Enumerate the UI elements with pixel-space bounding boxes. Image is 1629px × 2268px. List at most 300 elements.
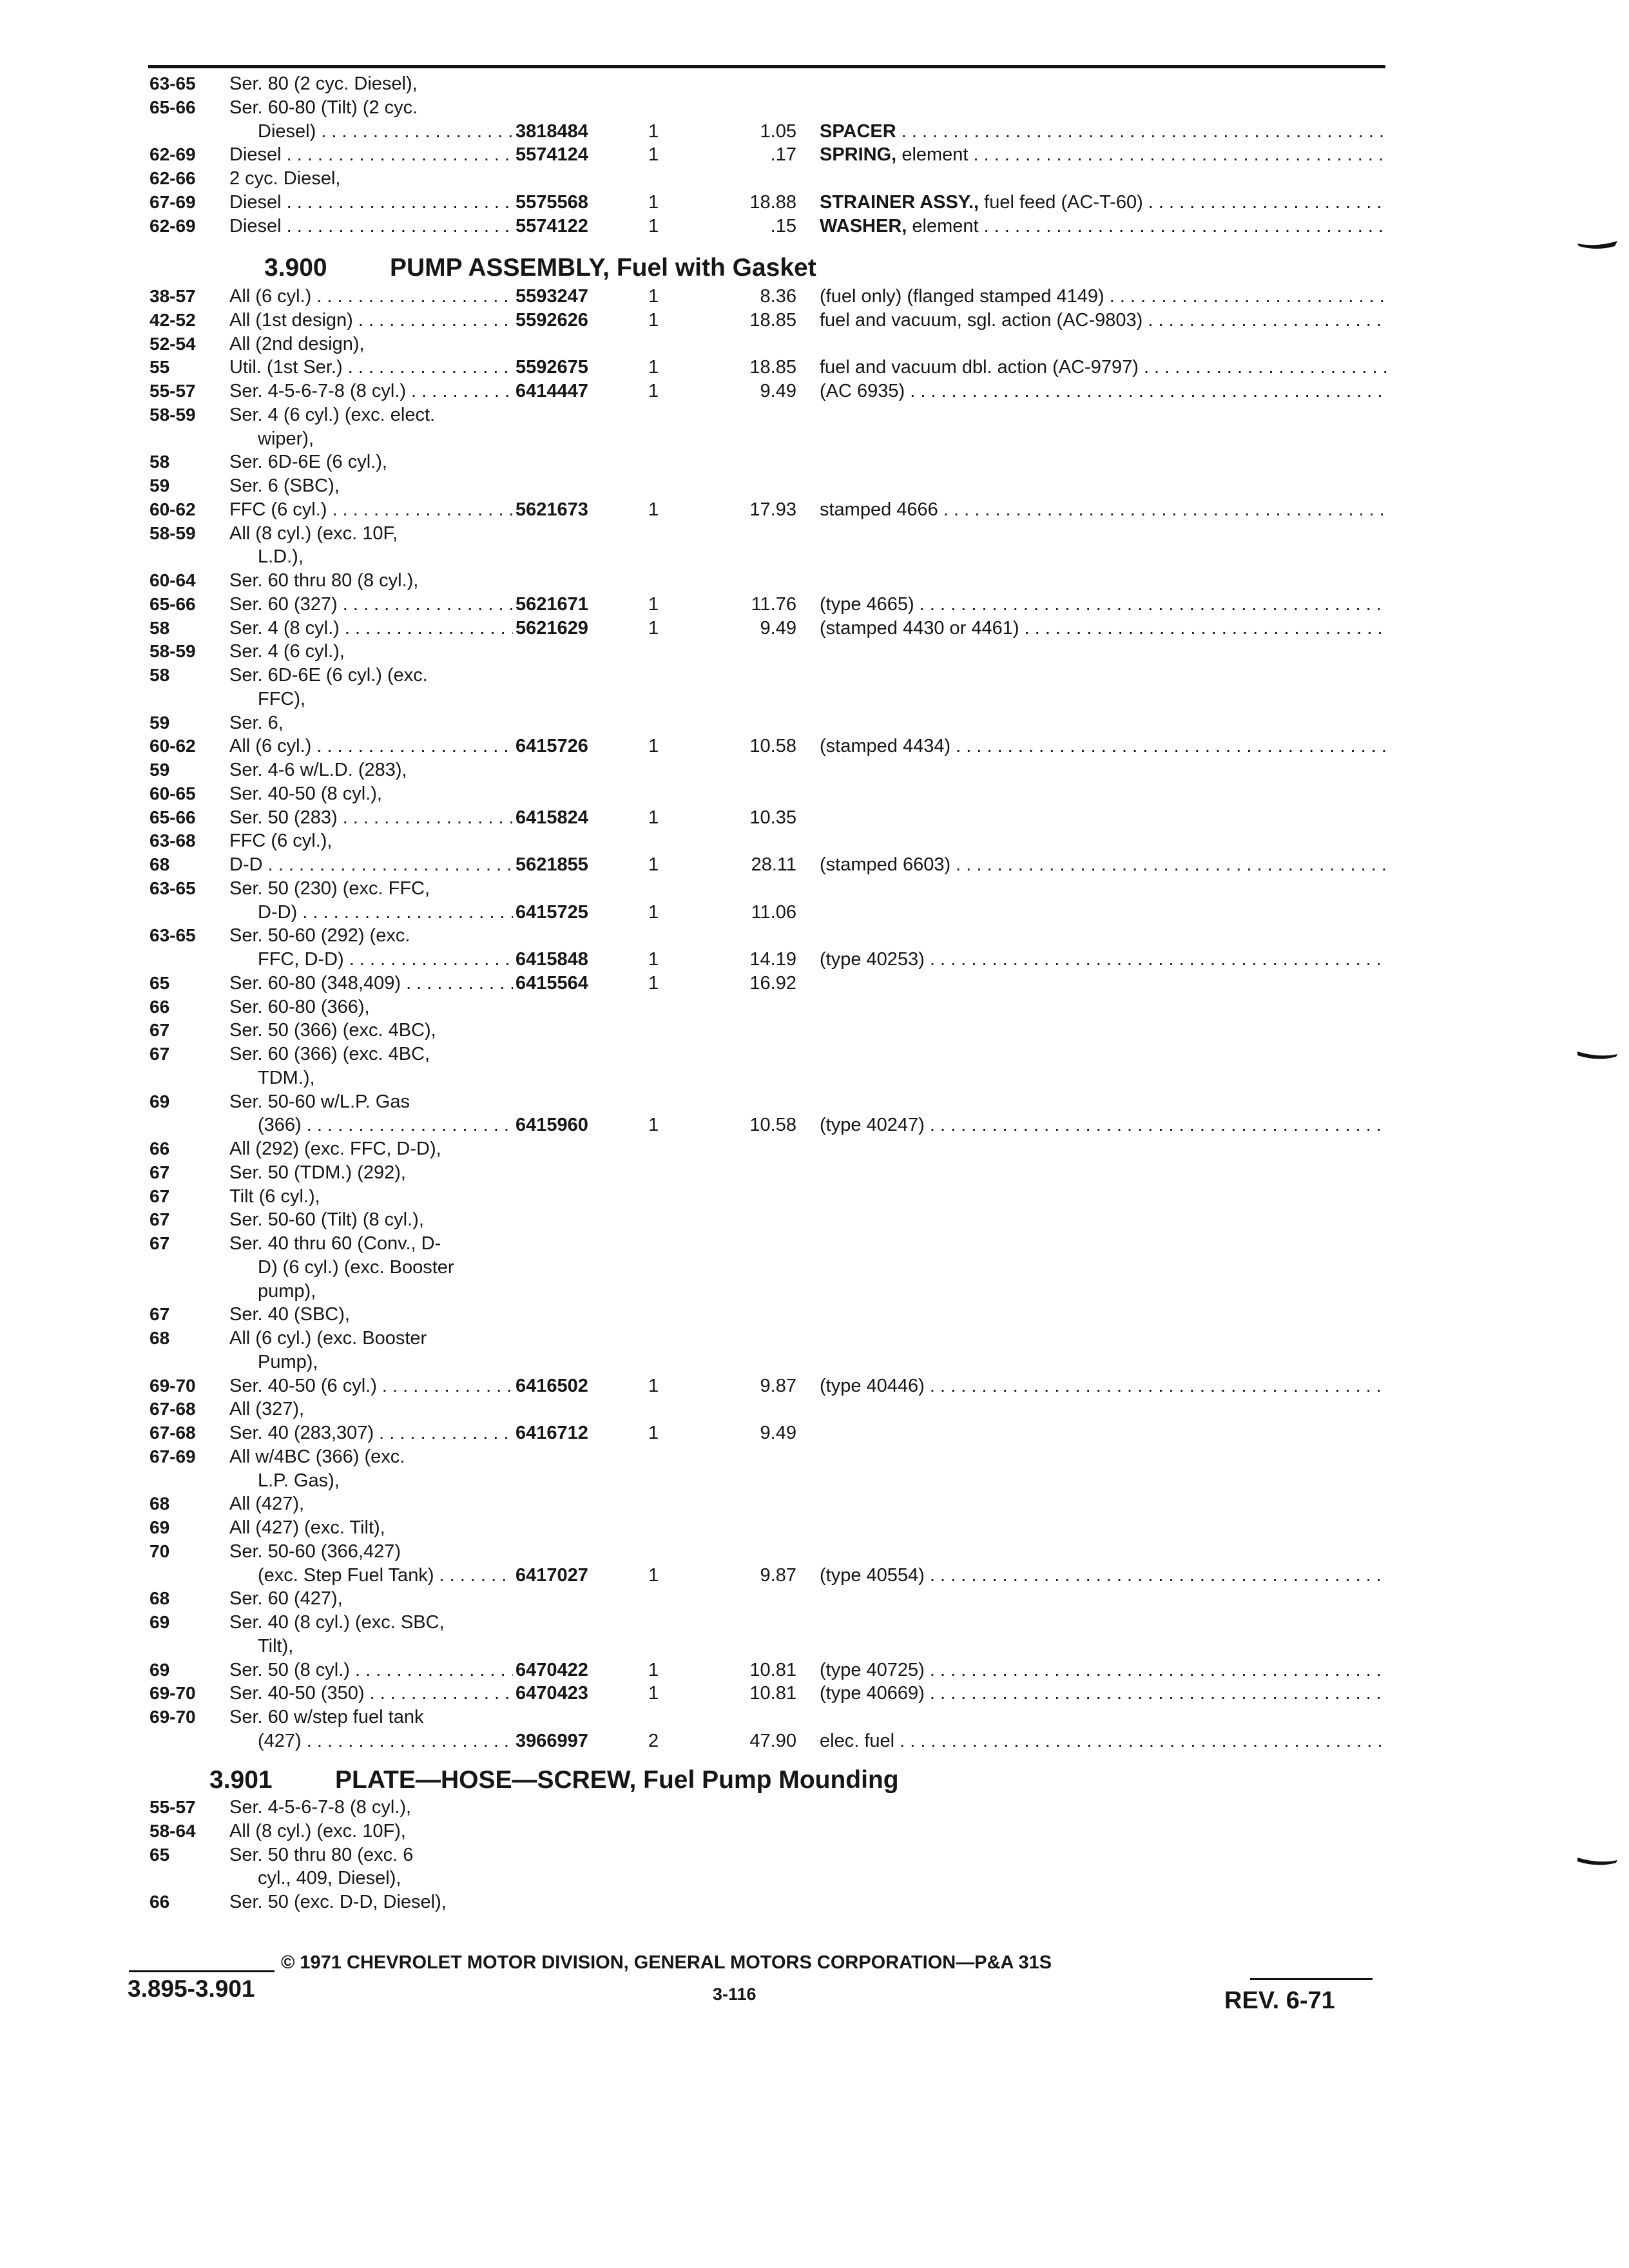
application: Ser. 60 (366) (exc. 4BC, — [229, 1044, 430, 1064]
table-row — [0, 853, 1629, 876]
model-years: 67 — [149, 1233, 170, 1253]
part-number: 6415726 — [516, 736, 588, 757]
description-text: (stamped 6603) — [820, 854, 951, 875]
table-row — [0, 1492, 1629, 1515]
binder-mark — [1577, 1052, 1617, 1061]
model-years: 65 — [149, 972, 170, 993]
model-years: 63-65 — [149, 878, 196, 898]
quantity: 1 — [648, 854, 659, 875]
quantity: 1 — [648, 972, 659, 994]
table-row — [0, 1516, 1629, 1539]
description — [820, 948, 1387, 971]
application: Tilt), — [258, 1635, 294, 1657]
quantity: 1 — [648, 381, 659, 401]
description — [820, 1729, 1387, 1753]
model-years: 67 — [149, 1044, 170, 1064]
model-years: 58 — [149, 617, 170, 638]
table-row — [0, 593, 1629, 616]
model-years: 60-64 — [149, 570, 196, 590]
model-years: 69 — [149, 1659, 170, 1680]
application: Ser. 60 w/step fuel tank — [229, 1707, 424, 1727]
application: Tilt (6 cyl.), — [229, 1186, 320, 1207]
description-text: element — [901, 144, 969, 166]
model-years: 55 — [149, 357, 170, 378]
table-row — [0, 1820, 1629, 1843]
description-text: (type 40446) — [820, 1375, 925, 1396]
model-years: 63-68 — [149, 831, 196, 851]
table-row — [0, 1867, 1629, 1890]
table-row — [0, 569, 1629, 592]
model-years: 65-66 — [149, 807, 196, 827]
table-row — [0, 829, 1629, 852]
description-text: (type 40669) — [820, 1683, 925, 1704]
model-years: 58 — [149, 452, 170, 472]
description-text: (stamped 4434) — [820, 736, 951, 757]
model-years: 70 — [149, 1541, 170, 1561]
description — [820, 735, 1387, 758]
model-years: 59 — [149, 760, 170, 780]
part-number: 6415848 — [516, 949, 588, 970]
application: Ser. 40 thru 60 (Conv., D- — [229, 1233, 441, 1254]
part-name: SPRING, — [820, 144, 897, 166]
price: 10.81 — [749, 1659, 796, 1680]
model-years: 66 — [149, 1892, 170, 1912]
table-row — [0, 1421, 1629, 1445]
application: Ser. 6 (SBC), — [229, 476, 340, 496]
table-row — [0, 782, 1629, 805]
quantity: 1 — [648, 949, 659, 970]
application: (427) . . . — [258, 1729, 513, 1753]
description — [820, 853, 1387, 876]
application: Ser. 40 (8 cyl.) (exc. SBC, — [229, 1612, 445, 1633]
application: Ser. 40-50 (350) . . . — [229, 1682, 513, 1705]
model-years: 60-65 — [149, 783, 196, 803]
model-years: 59 — [149, 476, 170, 495]
part-number: 6470422 — [516, 1659, 588, 1680]
model-years: 55-57 — [149, 1797, 196, 1817]
application: All (2nd design), — [229, 333, 365, 354]
application: Ser. 50 (230) (exc. FFC, — [229, 878, 430, 899]
table-row — [0, 285, 1629, 308]
application: Ser. 40-50 (6 cyl.) . . . — [229, 1374, 513, 1398]
description — [820, 498, 1387, 521]
application: Ser. 50 (exc. D-D, Diesel), — [229, 1892, 447, 1913]
part-number: 5592626 — [516, 309, 588, 331]
application: Ser. 50 (283) . . . — [229, 806, 513, 829]
model-years: 66 — [149, 1139, 170, 1158]
part-number: 6470423 — [516, 1683, 588, 1704]
application: Ser. 4 (8 cyl.) . . . — [229, 617, 513, 640]
model-years: 38-57 — [149, 286, 196, 306]
model-years: 58-64 — [149, 1820, 196, 1841]
table-row — [0, 1540, 1629, 1563]
description — [820, 1374, 1387, 1398]
model-years: 69-70 — [149, 1707, 196, 1727]
table-row — [0, 1611, 1629, 1634]
price: 18.85 — [749, 309, 796, 331]
quantity: 1 — [648, 1659, 659, 1680]
quantity: 1 — [648, 1115, 659, 1136]
table-row — [0, 711, 1629, 735]
description-text: (fuel only) (flanged stamped 4149) — [820, 286, 1104, 307]
table-row — [0, 1066, 1629, 1090]
part-number: 3818484 — [516, 120, 588, 142]
table-row — [0, 143, 1629, 166]
table-row — [0, 1043, 1629, 1066]
application: FFC (6 cyl.) . . . — [229, 498, 513, 521]
application: Ser. 40 (SBC), — [229, 1304, 350, 1325]
table-row — [0, 1256, 1629, 1279]
part-number: 5621855 — [516, 854, 588, 875]
model-years: 69 — [149, 1517, 170, 1537]
price: .17 — [770, 144, 796, 166]
part-number: 5592675 — [516, 357, 588, 378]
part-number: 5621673 — [516, 499, 588, 520]
table-row — [0, 948, 1629, 971]
table-row — [0, 1113, 1629, 1137]
quantity: 1 — [648, 1423, 659, 1443]
price: 18.85 — [749, 357, 796, 378]
part-number: 5621671 — [516, 593, 588, 615]
application: Util. (1st Ser.) . . . — [229, 356, 513, 379]
model-years: 69 — [149, 1091, 170, 1111]
table-row — [0, 1327, 1629, 1350]
section-title: PLATE—HOSE—SCREW, Fuel Pump Mounding — [335, 1766, 899, 1794]
application: All (427), — [229, 1494, 305, 1515]
part-number: 6416502 — [516, 1375, 588, 1396]
part-number: 6415564 — [516, 972, 588, 994]
price: 10.58 — [749, 1115, 796, 1136]
section-number: 3.901 — [209, 1766, 273, 1794]
application: Ser. 60 thru 80 (8 cyl.), — [229, 570, 419, 591]
application: Ser. 50 (366) (exc. 4BC), — [229, 1020, 436, 1041]
application: wiper), — [258, 428, 314, 449]
application: L.P. Gas), — [258, 1470, 340, 1491]
application: Ser. 6, — [229, 712, 284, 733]
binder-mark — [1577, 1858, 1617, 1867]
table-row — [0, 1185, 1629, 1208]
description — [820, 215, 1387, 238]
description-text: (type 40554) — [820, 1564, 925, 1586]
part-number: 6416712 — [516, 1423, 588, 1443]
model-years: 58-59 — [149, 523, 196, 543]
price: 9.49 — [760, 381, 796, 401]
table-row — [0, 215, 1629, 238]
price: 11.76 — [751, 593, 796, 615]
application: Ser. 6D-6E (6 cyl.) (exc. — [229, 665, 428, 686]
description-text: fuel and vacuum dbl. action (AC-9797) — [820, 357, 1139, 378]
model-years: 62-69 — [149, 215, 196, 236]
quantity: 1 — [648, 286, 659, 307]
model-years: 67 — [149, 1186, 170, 1206]
part-number: 5593247 — [516, 286, 588, 307]
price: 28.11 — [751, 854, 796, 875]
table-row — [0, 617, 1629, 640]
quantity: 1 — [648, 499, 659, 520]
quantity: 1 — [648, 1683, 659, 1704]
application: Ser. 4 (6 cyl.), — [229, 641, 345, 662]
quantity: 1 — [648, 215, 659, 236]
application: D-D) . . . — [258, 901, 513, 924]
table-row — [0, 1374, 1629, 1398]
model-years: 42-52 — [149, 309, 196, 330]
table-row — [0, 498, 1629, 521]
model-years: 52-54 — [149, 333, 196, 354]
table-row — [0, 687, 1629, 711]
part-name: STRAINER ASSY., — [820, 192, 979, 213]
model-years: 58-59 — [149, 404, 196, 425]
table-row — [0, 332, 1629, 356]
description — [820, 1113, 1387, 1137]
application: All (8 cyl.) (exc. 10F), — [229, 1820, 406, 1841]
table-row — [0, 1706, 1629, 1729]
application: All (8 cyl.) (exc. 10F, — [229, 523, 398, 544]
application: Ser. 50-60 (Tilt) (8 cyl.), — [229, 1209, 424, 1231]
application: TDM.), — [258, 1067, 315, 1088]
table-row — [0, 1019, 1629, 1042]
table-row — [0, 427, 1629, 450]
application: Ser. 50 thru 80 (exc. 6 — [229, 1844, 414, 1865]
model-years: 55-57 — [149, 381, 196, 401]
section-title: PUMP ASSEMBLY, Fuel with Gasket — [390, 254, 816, 282]
application: Diesel . . . — [229, 191, 513, 214]
description — [820, 285, 1387, 308]
description — [820, 1564, 1387, 1587]
table-row — [0, 522, 1629, 545]
table-row — [0, 664, 1629, 687]
quantity: 1 — [648, 901, 659, 923]
model-years: 67 — [149, 1020, 170, 1041]
price: 16.92 — [749, 972, 796, 994]
model-years: 69-70 — [149, 1375, 196, 1396]
application: Ser. 40 (283,307) . . . — [229, 1421, 513, 1445]
model-years: 63-65 — [149, 925, 196, 946]
part-number: 5574124 — [516, 144, 588, 166]
application: Ser. 6D-6E (6 cyl.), — [229, 452, 387, 473]
quantity: 1 — [648, 144, 659, 166]
page-number: 3-116 — [713, 1984, 757, 2004]
application: Ser. 50 (TDM.) (292), — [229, 1162, 406, 1183]
table-row — [0, 901, 1629, 924]
description — [820, 356, 1387, 379]
application: FFC (6 cyl.), — [229, 831, 333, 852]
price: 9.49 — [760, 1423, 796, 1443]
price: 11.06 — [751, 901, 796, 923]
part-name: SPACER — [820, 120, 896, 142]
table-row — [0, 191, 1629, 214]
application: (exc. Step Fuel Tank) . . . — [258, 1564, 513, 1587]
quantity: 2 — [648, 1730, 659, 1751]
model-years: 68 — [149, 854, 170, 874]
price: 18.88 — [749, 192, 796, 213]
table-row — [0, 924, 1629, 947]
model-years: 68 — [149, 1588, 170, 1609]
quantity: 1 — [648, 357, 659, 378]
quantity: 1 — [648, 192, 659, 213]
application: Ser. 50 (8 cyl.) . . . — [229, 1658, 513, 1682]
model-years: 67-69 — [149, 192, 196, 212]
application: Ser. 4 (6 cyl.) (exc. elect. — [229, 404, 436, 425]
part-number: 5575568 — [516, 192, 588, 213]
application: cyl., 409, Diesel), — [258, 1868, 401, 1889]
application: All (6 cyl.) . . . — [229, 735, 513, 758]
quantity: 1 — [648, 617, 659, 639]
description-text: (stamped 4430 or 4461) — [820, 617, 1019, 639]
application: All w/4BC (366) (exc. — [229, 1446, 405, 1467]
table-row — [0, 806, 1629, 829]
table-row — [0, 1890, 1629, 1914]
price: 9.87 — [760, 1564, 796, 1586]
table-row — [0, 1843, 1629, 1867]
table-row — [0, 1280, 1629, 1303]
table-row — [0, 1208, 1629, 1231]
model-years: 68 — [149, 1494, 170, 1514]
description-text: (type 40247) — [820, 1115, 925, 1136]
part-name: WASHER, — [820, 215, 907, 236]
application: Ser. 60 (327) . . . — [229, 593, 513, 616]
application: (366) . . . — [258, 1113, 513, 1137]
table-row — [0, 1658, 1629, 1682]
table-row — [0, 72, 1629, 95]
price: 8.36 — [760, 286, 796, 307]
application: Ser. 60-80 (348,409) . . . — [229, 972, 513, 995]
model-years: 65-66 — [149, 97, 196, 117]
table-row — [0, 1161, 1629, 1184]
section-range: 3.895-3.901 — [128, 1975, 255, 2002]
quantity: 1 — [648, 736, 659, 757]
table-row — [0, 167, 1629, 190]
model-years: 60-62 — [149, 736, 196, 756]
part-number: 5621629 — [516, 617, 588, 639]
model-years: 67 — [149, 1162, 170, 1182]
model-years: 67 — [149, 1304, 170, 1325]
model-years: 60-62 — [149, 499, 196, 519]
application: Ser. 80 (2 cyc. Diesel), — [229, 73, 418, 94]
table-row — [0, 474, 1629, 497]
application: Ser. 50-60 (366,427) — [229, 1541, 401, 1562]
application: All (292) (exc. FFC, D-D), — [229, 1139, 441, 1159]
footer-rule-left — [129, 1970, 275, 1972]
table-row — [0, 545, 1629, 568]
application: Diesel) . . . — [258, 120, 513, 143]
description — [820, 309, 1387, 332]
description — [820, 1658, 1387, 1682]
application: Ser. 60 (427), — [229, 1588, 343, 1610]
description-text: elec. fuel — [820, 1730, 895, 1751]
price: 1.05 — [760, 120, 796, 142]
model-years: 67-68 — [149, 1399, 196, 1419]
table-row — [0, 309, 1629, 332]
table-row — [0, 640, 1629, 663]
table-row — [0, 1232, 1629, 1255]
application: All (6 cyl.) (exc. Booster — [229, 1328, 427, 1349]
quantity: 1 — [648, 807, 659, 828]
application: Ser. 50-60 (292) (exc. — [229, 925, 410, 947]
model-years: 67-68 — [149, 1423, 196, 1443]
table-row — [0, 972, 1629, 995]
quantity: 1 — [648, 309, 659, 331]
table-row — [0, 356, 1629, 379]
model-years: 69-70 — [149, 1683, 196, 1704]
part-number: 3966997 — [516, 1730, 588, 1751]
section-number: 3.900 — [264, 254, 327, 282]
description — [820, 1682, 1387, 1705]
part-number: 6414447 — [516, 381, 588, 401]
description — [820, 120, 1387, 143]
table-row — [0, 758, 1629, 782]
application: All (1st design) . . . — [229, 309, 513, 332]
application: All (427) (exc. Tilt), — [229, 1517, 385, 1538]
part-number: 6415824 — [516, 807, 588, 828]
model-years: 59 — [149, 712, 170, 733]
table-row — [0, 735, 1629, 758]
application: L.D.), — [258, 546, 304, 568]
application: Diesel . . . — [229, 215, 513, 238]
description — [820, 191, 1387, 214]
quantity: 1 — [648, 593, 659, 615]
model-years: 65-66 — [149, 593, 196, 614]
price: 9.87 — [760, 1375, 796, 1396]
binder-mark — [1577, 241, 1617, 250]
description-text: stamped 4666 — [820, 499, 938, 520]
table-row — [0, 380, 1629, 403]
description — [820, 593, 1387, 616]
price: 10.35 — [749, 807, 796, 828]
table-row — [0, 1635, 1629, 1658]
table-row — [0, 403, 1629, 427]
model-years: 67 — [149, 1209, 170, 1230]
price: .15 — [770, 215, 796, 236]
application: Diesel . . . — [229, 143, 513, 166]
model-years: 68 — [149, 1328, 170, 1348]
application: Ser. 4-5-6-7-8 (8 cyl.), — [229, 1797, 412, 1818]
table-row — [0, 1090, 1629, 1113]
table-row — [0, 1469, 1629, 1492]
table-row — [0, 96, 1629, 119]
table-row — [0, 1796, 1629, 1819]
description-text: fuel and vacuum, sgl. action (AC-9803) — [820, 309, 1143, 331]
application: Pump), — [258, 1351, 318, 1372]
table-row — [0, 1729, 1629, 1753]
application: Ser. 60-80 (366), — [229, 996, 370, 1017]
description-text: fuel feed (AC-T-60) — [984, 192, 1143, 213]
table-row — [0, 1682, 1629, 1705]
price: 47.90 — [749, 1730, 796, 1751]
description-text: element — [912, 215, 979, 236]
top-rule — [148, 65, 1385, 68]
copyright-line: © 1971 CHEVROLET MOTOR DIVISION, GENERAL MOTORS CORPORATION—P&A 31S — [281, 1952, 1052, 1973]
model-years: 66 — [149, 996, 170, 1017]
model-years: 62-66 — [149, 168, 196, 189]
price: 17.93 — [749, 499, 796, 520]
table-row — [0, 1587, 1629, 1610]
quantity: 1 — [648, 1375, 659, 1396]
part-number: 5574122 — [516, 215, 588, 236]
model-years: 58-59 — [149, 641, 196, 662]
application: All (327), — [229, 1399, 305, 1420]
application: 2 cyc. Diesel, — [229, 168, 341, 189]
description-text: (type 40725) — [820, 1659, 925, 1680]
table-row — [0, 877, 1629, 900]
application: pump), — [258, 1280, 316, 1302]
application: Ser. 4-6 w/L.D. (283), — [229, 760, 407, 780]
application: Ser. 60-80 (Tilt) (2 cyc. — [229, 97, 418, 118]
model-years: 62-69 — [149, 144, 196, 165]
model-years: 58 — [149, 665, 170, 685]
application: FFC), — [258, 688, 306, 709]
price: 10.81 — [749, 1683, 796, 1704]
application: All (6 cyl.) . . . — [229, 285, 513, 308]
